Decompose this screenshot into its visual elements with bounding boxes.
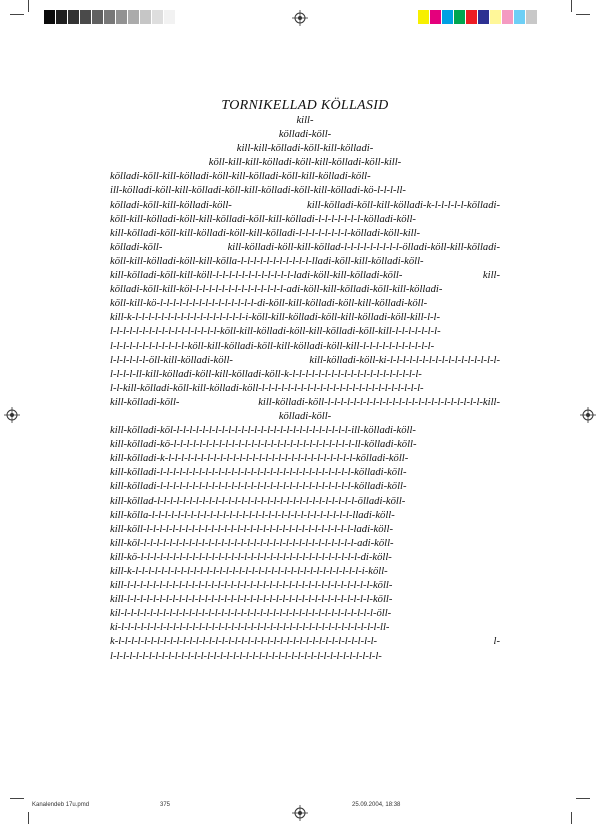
process-color-swatch <box>442 10 454 24</box>
poem-line: kölladi-köll- <box>278 410 332 422</box>
grayscale-swatch <box>164 10 176 24</box>
poem-line: k-l-l-l-l-l-l-l-l-l-l-l-l-l-l-l-l-l-l-l-l-l-l-l-l-l-l-l-l-l-l-l-l-l-l-l-l-l-l-l-l- l- <box>110 636 500 648</box>
grayscale-swatch <box>152 10 164 24</box>
poem-line: kill-kölladi-l-l-l-l-l-l-l-l-l-l-l-l-l-l-l-l-l-l-l-l-l-l-l-l-l-l-l-l-l-l-kölladi-köll- <box>110 481 407 493</box>
grayscale-calibration-bar <box>44 10 176 24</box>
poem-line: kill-kölladi-kö-l-l-l-l-l-l-l-l-l-l-l-l-l-l-l-l-l-l-l-l-l-l-l-l-l-l-l-l-ll-kölladi-köll- <box>110 439 417 451</box>
footer-page-number: 375 <box>160 802 171 808</box>
poem-line: l-l-l-l-ll-kill-kölladi-köll-kill-kölladi-köll-k-l-l-l-l-l-l-l-l-l-l-l-l-l-l-l-l-l-l-l-l- <box>110 368 422 380</box>
grayscale-swatch <box>80 10 92 24</box>
process-color-swatch <box>418 10 430 24</box>
poem-line: ill-kölladi-köll-kill-kölladi-köll-kill-kölladi-köll-kill-kölladi-kö-l-l-l-ll- <box>110 185 406 197</box>
crop-mark-bottom-left-v <box>28 812 29 824</box>
poem-line: kölladi-köll-kill-köl-l-l-l-l-l-l-l-l-l-l-l-l-l-l-adi-köll-kill-kölladi-köll-kill-kölladi- <box>110 284 443 296</box>
process-color-swatch <box>490 10 502 24</box>
crop-mark-bottom-right-h <box>576 798 590 799</box>
poem-line: kölladi-köll- kill-kölladi-köll-kill-köllad-l-l-l-l-l-l-l-l-l-ölladi-köll-kill-kölladi- <box>110 241 500 253</box>
poem-line: kill-köl-l-l-l-l-l-l-l-l-l-l-l-l-l-l-l-l-l-l-l-l-l-l-l-l-l-l-l-l-l-l-l-l-l-adi-köll- <box>110 537 394 549</box>
crop-mark-bottom-right-v <box>571 812 572 824</box>
poem-body <box>110 114 500 664</box>
poem-line: kill-l-l-l-l-l-l-l-l-l-l-l-l-l-l-l-l-l-l-l-l-l-l-l-l-l-l-l-l-l-l-l-l-l-l-l-l-l-l-köll- <box>110 580 393 592</box>
poem-line: kölladi-köll- <box>278 129 332 141</box>
poem-line: l-l-l-l-l-l-öll-kill-kölladi-köll- kill-kölladi-köll-ki-l-l-l-l-l-l-l-l-l-l-l-l-l-l-l-l-l- <box>110 354 500 366</box>
poem-line: kill-kölladi-l-l-l-l-l-l-l-l-l-l-l-l-l-l-l-l-l-l-l-l-l-l-l-l-l-l-l-l-l-l-kölladi-köll- <box>110 467 407 479</box>
grayscale-swatch <box>92 10 104 24</box>
poem-line: ki-l-l-l-l-l-l-l-l-l-l-l-l-l-l-l-l-l-l-l-l-l-l-l-l-l-l-l-l-l-l-l-l-l-l-l-l-l-l-l-l-ll- <box>110 622 390 634</box>
process-color-swatch <box>466 10 478 24</box>
poem <box>110 98 500 664</box>
poem-line: köll-kill-kö-l-l-l-l-l-l-l-l-l-l-l-l-l-l-l-di-köll-kill-kölladi-köll-kill-kölladi-köll- <box>110 298 428 310</box>
grayscale-swatch <box>104 10 116 24</box>
poem-line: köll-kill-kölladi-köll-kill-kölladi-köll-kill-kölladi-l-l-l-l-l-l-l-kölladi-köll- <box>110 213 416 225</box>
poem-line: kill-köllad-l-l-l-l-l-l-l-l-l-l-l-l-l-l-l-l-l-l-l-l-l-l-l-l-l-l-l-l-l-l-l-ölladi-köll- <box>110 495 406 507</box>
process-color-swatch <box>514 10 526 24</box>
crop-mark-top-right-h <box>576 14 590 15</box>
poem-line: kill-kölladi-köll- kill-kölladi-köll-l-l-l-l-l-l-l-l-l-l-l-l-l-l-l-l-l-l-l-l-l-l-l-l-kill- <box>110 396 500 408</box>
poem-line: kill-kill-kölladi-köll-kill-kölladi- <box>236 143 374 155</box>
process-color-swatch <box>502 10 514 24</box>
poem-line: kill-kölladi-köll-kill-kölladi-köll-kill-kölladi-l-l-l-l-l-l-l-l-kölladi-köll-kill- <box>110 227 421 239</box>
poem-line: kill-l-l-l-l-l-l-l-l-l-l-l-l-l-l-l-l-l-l-l-l-l-l-l-l-l-l-l-l-l-l-l-l-l-l-l-l-l-l-köll- <box>110 594 393 606</box>
footer-timestamp: 25.09.2004, 18:38 <box>352 802 401 808</box>
poem-line: kill-k-l-l-l-l-l-l-l-l-l-l-l-l-l-l-l-l-l-l-l-l-l-l-l-l-l-l-l-l-l-l-l-l-l-l-l-i-köll- <box>110 566 388 577</box>
grayscale-swatch <box>68 10 80 24</box>
poem-line: kill-kölladi-k-l-l-l-l-l-l-l-l-l-l-l-l-l-l-l-l-l-l-l-l-l-l-l-l-l-l-l-l-l-kölladi-köll- <box>110 453 409 465</box>
poem-line: köll-kill-kill-kölladi-köll-kill-kölladi-köll-kill- <box>208 157 402 169</box>
grayscale-swatch <box>140 10 152 24</box>
crop-mark-bottom-left-h <box>10 798 24 799</box>
poem-line: l-l-kill-kölladi-köll-kill-kölladi-köll-l-l-l-l-l-l-l-l-l-l-l-l-l-l-l-l-l-l-l-l-l-l-l-l-l- <box>110 382 424 394</box>
grayscale-swatch <box>128 10 140 24</box>
registration-mark-top <box>292 10 308 26</box>
poem-line: kill-kö-l-l-l-l-l-l-l-l-l-l-l-l-l-l-l-l-l-l-l-l-l-l-l-l-l-l-l-l-l-l-l-l-l-l-di-köll- <box>110 551 392 563</box>
crop-mark-top-left-v <box>28 0 29 12</box>
poem-line: l-l-l-l-l-l-l-l-l-l-l-l-köll-kill-kölladi-köll-kill-kölladi-köll-kill-l-l-l-l-l-l-l-l-l-l-l- <box>110 340 435 352</box>
poem-line: kölladi-köll-kill-kölladi-köll- kill-kölladi-köll-kill-kölladi-k-l-l-l-l-l-kölladi- <box>110 199 500 211</box>
crop-mark-top-left-h <box>10 14 24 15</box>
poem-line: kill-k-l-l-l-l-l-l-l-l-l-l-l-l-l-l-l-l-l-i-köll-kill-kölladi-köll-kill-kölladi-köll-kill-l-l- <box>110 312 441 324</box>
grayscale-swatch <box>56 10 68 24</box>
registration-mark-bottom <box>292 805 308 821</box>
poem-title: TORNIKELLAD KÖLLASID <box>221 98 389 113</box>
process-color-swatch <box>430 10 442 24</box>
poem-line: l-l-l-l-l-l-l-l-l-l-l-l-l-l-l-l-l-köll-kill-kölladi-köll-kill-kölladi-köll-kill-l-l-l-l-l-l-l- <box>110 326 441 338</box>
footer-file-name: Kanalendeb 17u.pmd <box>32 802 90 808</box>
poem-line: kill-kölla-l-l-l-l-l-l-l-l-l-l-l-l-l-l-l-l-l-l-l-l-l-l-l-l-l-l-l-l-l-l-l-lladi-köll- <box>110 509 395 521</box>
registration-mark-right <box>580 407 596 423</box>
poem-line: kill-kölladi-köl-l-l-l-l-l-l-l-l-l-l-l-l-l-l-l-l-l-l-l-l-l-l-l-l-l-l-l-ill-kölladi-köll- <box>110 425 416 437</box>
poem-line: kill- <box>296 115 314 126</box>
process-color-swatch <box>526 10 538 24</box>
crop-mark-top-right-v <box>571 0 572 12</box>
grayscale-swatch <box>44 10 56 24</box>
poem-line: kill-kölladi-köll-kill-köll-l-l-l-l-l-l-l-l-l-l-l-l-ladi-köll-kill-kölladi-köll- kill- <box>110 270 500 282</box>
poem-line: kölladi-köll-kill-kölladi-köll-kill-kölladi-köll-kill-kölladi-köll- <box>110 171 371 183</box>
poem-line: kill-köll-l-l-l-l-l-l-l-l-l-l-l-l-l-l-l-l-l-l-l-l-l-l-l-l-l-l-l-l-l-l-l-l-ladi-köll- <box>110 523 393 535</box>
color-calibration-bar <box>418 10 538 24</box>
grayscale-swatch <box>116 10 128 24</box>
poem-line: köll-kill-kölladi-köll-kill-kölla-l-l-l-l-l-l-l-l-l-l-l-lladi-köll-kill-kölladi-köll- <box>110 255 424 267</box>
process-color-swatch <box>454 10 466 24</box>
process-color-swatch <box>478 10 490 24</box>
poem-line: l-l-l-l-l-l-l-l-l-l-l-l-l-l-l-l-l-l-l-l-l-l-l-l-l-l-l-l-l-l-l-l-l-l-l-l-l-l-l-l-l-l- <box>110 650 382 662</box>
poem-line: kil-l-l-l-l-l-l-l-l-l-l-l-l-l-l-l-l-l-l-l-l-l-l-l-l-l-l-l-l-l-l-l-l-l-l-l-l-l-l-l-öll- <box>110 608 392 620</box>
registration-mark-left <box>4 407 20 423</box>
